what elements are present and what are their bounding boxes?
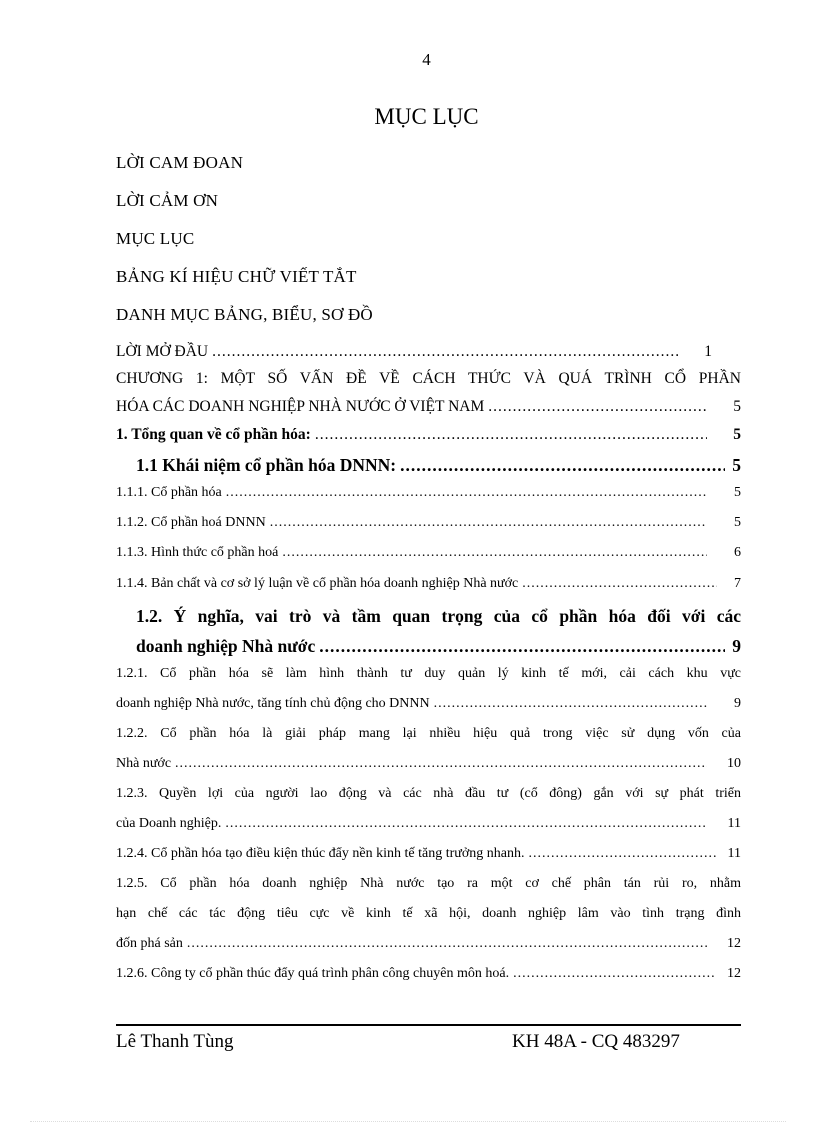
toc-entry-label: 1.2.4. Cổ phần hóa tạo điều kiện thúc đẩy nền kinh tế tăng trưởng nhanh. (116, 846, 525, 861)
footer-class-code: KH 48A - CQ 483297 (512, 1031, 680, 1052)
toc-entry-page: 12 (727, 936, 741, 951)
toc-entry-1-2-1[interactable] (116, 696, 741, 712)
toc-entry-label: 1.1.3. Hình thức cổ phần hoá (116, 545, 279, 560)
toc-entry-1-2-4[interactable] (116, 846, 741, 862)
page-number: 4 (422, 50, 431, 69)
toc-entry-1-1[interactable] (136, 455, 741, 476)
front-matter-loi-cam-on: LỜI CẢM ƠN (116, 191, 219, 210)
dot-leader (528, 846, 717, 862)
footer-author: Lê Thanh Tùng (116, 1031, 234, 1052)
toc-entry-1-1-2[interactable] (116, 515, 741, 531)
toc-entry-label: Nhà nước (116, 756, 172, 771)
toc-entry-1-2[interactable] (136, 636, 741, 657)
toc-entry-page: 5 (734, 515, 741, 530)
toc-entry-1-2-2[interactable] (116, 756, 741, 772)
toc-entry-1-1-3[interactable] (116, 545, 741, 561)
toc-entry-label: 1.1.2. Cổ phần hoá DNNN (116, 515, 266, 530)
toc-entry-label: 1.1 Khái niệm cổ phần hóa DNNN: (136, 455, 397, 475)
toc-entry-page: 11 (727, 846, 741, 861)
toc-entry-page: 5 (733, 426, 741, 443)
toc-entry-page: 5 (732, 455, 741, 475)
dot-leader (226, 485, 707, 501)
toc-entry-1-2-2-line1[interactable]: 1.2.2. Cổ phần hóa là giải pháp mang lại nhiều hiệu quả trong việc sử dụng vốn của (116, 726, 741, 741)
toc-entry-label: 1. Tổng quan về cổ phần hóa: (116, 426, 311, 443)
toc-entry-page: 7 (734, 576, 741, 591)
dot-leader (319, 636, 725, 657)
dot-leader (434, 696, 707, 712)
toc-entry-1-2-3-line1[interactable]: 1.2.3. Quyền lợi của người lao động và các nhà đầu tư (cổ đông) gắn với sự phát triển (116, 786, 741, 801)
toc-entry-1-1-1[interactable] (116, 485, 741, 501)
toc-entry-page: 1 (704, 343, 712, 360)
dot-leader (187, 936, 707, 952)
toc-entry-1-2-6[interactable] (116, 966, 741, 982)
toc-entry-label: 1.1.1. Cổ phần hóa (116, 485, 222, 500)
toc-entry-1-2-1-line1[interactable]: 1.2.1. Cổ phần hóa sẽ làm hình thành tư duy quản lý kinh tế mới, cải cách khu vực (116, 666, 741, 681)
toc-entry-1-2-3[interactable] (116, 816, 741, 832)
dot-leader (175, 756, 707, 772)
toc-entry-label: doanh nghiệp Nhà nước (136, 636, 316, 656)
toc-entry-page: 9 (734, 696, 741, 711)
toc-entry-page: 9 (732, 636, 741, 656)
toc-entry-loi-mo-dau[interactable] (116, 343, 712, 361)
toc-entry-page: 11 (727, 816, 741, 831)
toc-chapter-1-line1[interactable]: CHƯƠNG 1: MỘT SỐ VẤN ĐỀ VỀ CÁCH THỨC VÀ QUÁ TRÌNH CỔ PHẦN (116, 370, 741, 387)
toc-entry-page: 10 (727, 756, 741, 771)
toc-section-1-2-line1[interactable]: 1.2. Ý nghĩa, vai trò và tầm quan trọng của cổ phần hóa đối với các (136, 606, 741, 626)
toc-entry-label: HÓA CÁC DOANH NGHIỆP NHÀ NƯỚC Ở VIỆT NAM (116, 398, 485, 415)
footer-rule (116, 1024, 741, 1026)
dot-leader (315, 426, 707, 444)
toc-entry-1[interactable] (116, 426, 741, 444)
dot-leader (270, 515, 707, 531)
toc-entry-1-2-5-line2[interactable]: hạn chế các tác động tiêu cực về kinh tế xã hội, doanh nghiệp lâm vào tình trạng đình (116, 906, 741, 921)
front-matter-loi-cam-doan: LỜI CAM ĐOAN (116, 153, 244, 172)
toc-entry-page: 6 (734, 545, 741, 560)
dot-leader (522, 576, 717, 592)
front-matter-muc-luc: MỤC LỤC (116, 229, 195, 248)
toc-entry-1-2-5[interactable] (116, 936, 741, 952)
toc-entry-page: 12 (727, 966, 741, 981)
toc-entry-label: doanh nghiệp Nhà nước, tăng tính chủ động cho DNNN (116, 696, 430, 711)
toc-entry-chapter-1[interactable] (116, 398, 741, 416)
front-matter-ky-hieu: BẢNG KÍ HIỆU CHỮ VIẾT TẮT (116, 267, 357, 286)
toc-entry-label: 1.1.4. Bản chất và cơ sở lý luận về cổ phần hóa doanh nghiệp Nhà nước (116, 576, 519, 591)
toc-entry-page: 5 (733, 398, 741, 415)
page-edge (30, 1121, 786, 1122)
toc-entry-1-1-4[interactable] (116, 576, 741, 592)
toc-entry-label: của Doanh nghiệp. (116, 816, 222, 831)
page-title: MỤC LỤC (374, 104, 479, 129)
toc-entry-label: LỜI MỞ ĐẦU (116, 343, 209, 360)
dot-leader (282, 545, 707, 561)
toc-entry-label: 1.2.6. Công ty cổ phần thúc đẩy quá trình phân công chuyên môn hoá. (116, 966, 510, 981)
dot-leader (400, 455, 725, 476)
toc-entry-label: đốn phá sản (116, 936, 183, 951)
toc-entry-page: 5 (734, 485, 741, 500)
dot-leader (488, 398, 707, 416)
toc-entry-1-2-5-line1[interactable]: 1.2.5. Cổ phần hóa doanh nghiệp Nhà nước tạo ra một cơ chế phân tán rủi ro, nhằm (116, 876, 741, 891)
dot-leader (212, 343, 678, 361)
front-matter-danh-muc: DANH MỤC BẢNG, BIỂU, SƠ ĐỒ (116, 305, 373, 324)
dot-leader (513, 966, 715, 982)
dot-leader (225, 816, 707, 832)
